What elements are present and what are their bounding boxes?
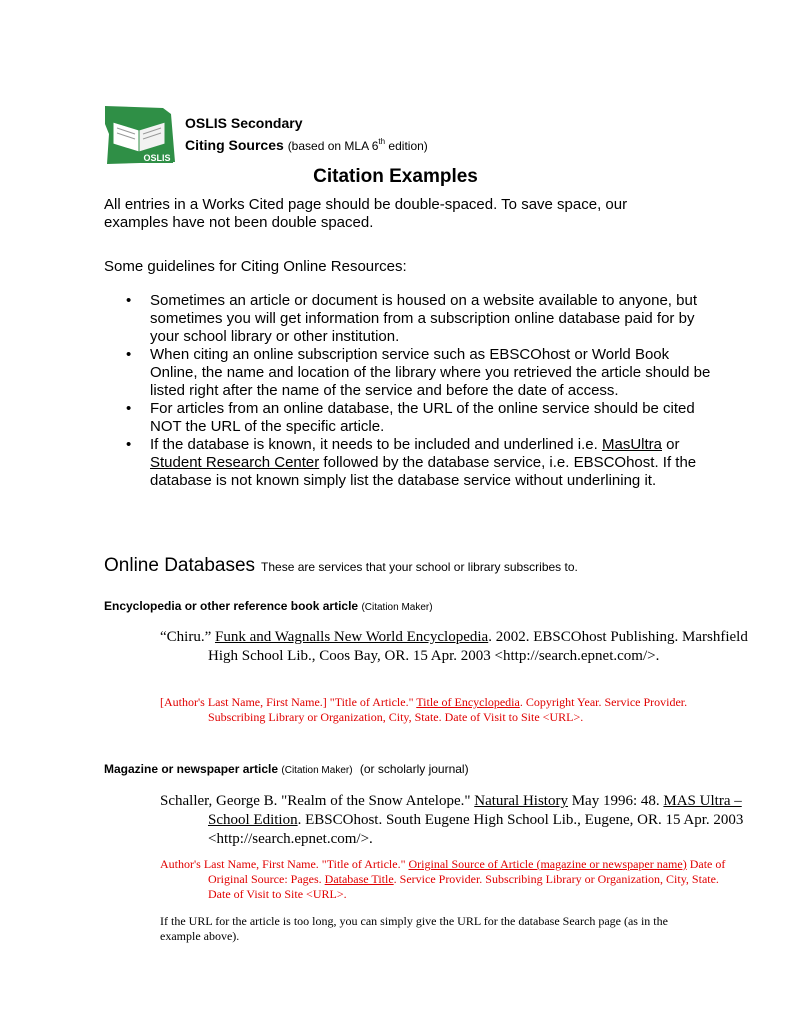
database-title: MAS Ultra – School Edition (208, 793, 742, 828)
template-text: . Copyright Year. Service Provider. Subscribing Library or Organization, City, State. Date of Visit to Site <URL>. (208, 695, 688, 724)
template-database-title: Database Title (324, 872, 394, 886)
oslis-logo (103, 104, 183, 166)
scholarly-journal-note: (or scholarly journal) (359, 762, 469, 776)
org-name: OSLIS Secondary (185, 115, 303, 131)
template-text: Author's Last Name, First Name. "Title of Article." (160, 857, 409, 871)
edition-superscript: th (378, 137, 386, 146)
guideline-text: or (662, 436, 680, 453)
list-item (104, 436, 714, 490)
citing-sources-label: Citing Sources (185, 137, 284, 153)
magazine-heading-label: Magazine or newspaper article (104, 762, 279, 776)
edition-text: edition) (385, 139, 428, 153)
encyclopedia-example-citation (160, 628, 748, 666)
online-databases-heading (104, 555, 578, 577)
citation-maker-link[interactable]: (Citation Maker) (361, 602, 433, 613)
logo-text: OSLIS (143, 153, 171, 163)
list-item (104, 400, 714, 436)
citation-maker-link[interactable]: (Citation Maker) (281, 765, 353, 776)
citation-text: “Chiru.” (160, 629, 215, 645)
template-text: [Author's Last Name, First Name.] "Title of Article." (160, 695, 417, 709)
template-text: Date of Original Source: Pages. (208, 857, 726, 886)
guideline-text: followed by the database service, i.e. EBSCOhost. If the database is not known simply list the database service without underlining it. (150, 454, 697, 489)
magazine-title: Natural History (474, 793, 568, 809)
list-item (104, 292, 714, 346)
guideline-text: For articles from an online database, the URL of the online service should be cited NOT the URL of the specific article. (150, 400, 695, 435)
online-databases-note: These are services that your school or library subscribes to. (261, 560, 578, 574)
student-research-center-underlined: Student Research Center (150, 454, 320, 471)
citation-text: . EBSCOhost. South Eugene High School Lib., Eugene, OR. 15 Apr. 2003 <http://search.epnet.com/>. (208, 812, 744, 847)
citation-text: . 2002. EBSCOhost Publishing. Marshfield High School Lib., Coos Bay, OR. 15 Apr. 2003 <http://search.epnet.com/>. (208, 629, 748, 664)
citation-text: Schaller, George B. "Realm of the Snow Antelope." (160, 793, 475, 809)
template-text: . Service Provider. Subscribing Library or Organization, City, State. Date of Visit to Site <URL>. (208, 872, 719, 901)
oregon-book-icon (103, 104, 183, 166)
magazine-example-citation (160, 792, 748, 849)
page-title: Citation Examples (313, 166, 478, 187)
guideline-text: If the database is known, it needs to be included and underlined i.e. (150, 436, 602, 453)
magazine-template (160, 857, 728, 902)
online-databases-title: Online Databases (104, 555, 256, 576)
guidelines-list (104, 292, 714, 490)
encyclopedia-heading (104, 599, 433, 613)
masultra-underlined: MasUltra (601, 436, 662, 453)
url-note: If the URL for the article is too long, you can simply give the URL for the database Search page (as in the example above). (160, 914, 668, 943)
citing-sources-line (185, 137, 428, 153)
guideline-text: Sometimes an article or document is housed on a website available to anyone, but sometimes you will get information from a subscription online database paid for by your school library or other institution. (150, 292, 697, 345)
encyclopedia-title: Funk and Wagnalls New World Encyclopedia (214, 629, 489, 645)
template-encyclopedia-title: Title of Encyclopedia (416, 695, 520, 709)
guidelines-heading: Some guidelines for Citing Online Resources: (104, 258, 407, 275)
intro-paragraph: All entries in a Works Cited page should be double-spaced. To save space, our examples have not been double spaced. (104, 196, 628, 231)
template-source-title: Original Source of Article (magazine or newspaper name) (408, 857, 687, 871)
list-item (104, 346, 714, 400)
encyclopedia-heading-label: Encyclopedia or other reference book article (104, 599, 359, 613)
based-on-text: (based on MLA 6 (287, 139, 379, 153)
guideline-text: When citing an online subscription service such as EBSCOhost or World Book Online, the name and location of the library where you retrieved the article should be listed right after the name of the service and before the date of access. (150, 346, 711, 399)
encyclopedia-template (160, 695, 728, 725)
citation-text: May 1996: 48. (567, 793, 664, 809)
magazine-heading (104, 762, 469, 776)
